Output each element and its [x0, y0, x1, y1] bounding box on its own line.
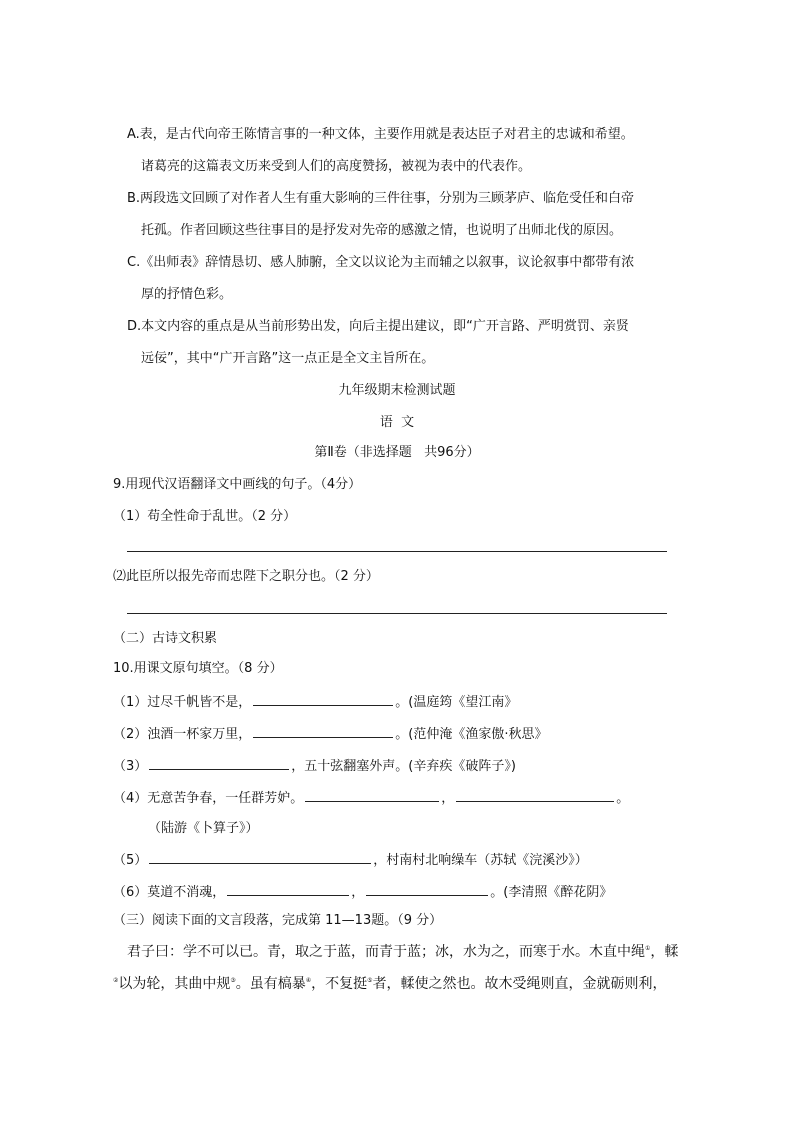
q10-item-6-blank-1[interactable] [227, 883, 349, 896]
subject-title: 语 文 [379, 415, 415, 430]
passage-1a: 君子曰：学不可以已。青，取之于蓝，而青于蓝；冰，水为之，而寒于水。木直中绳 [127, 944, 645, 960]
option-d-line2: 远佞”，其中“广开言路”这一点正是全文主旨所在。 [141, 351, 435, 366]
option-c-line1: C.《出师表》辞情恳切、感人肺腑，全文以议论为主而辅之以叙事，议论叙事中都带有浓 [127, 255, 635, 270]
note-3: ③ [230, 977, 236, 984]
q10-item-4-comma: ， [441, 791, 455, 806]
q10-item-2-prefix: （2）浊酒一杯家万里， [113, 727, 252, 742]
option-c-line2: 厚的抒情色彩。 [141, 287, 233, 302]
q10-title: 10.用课文原句填空。（8 分） [113, 661, 283, 676]
q10-item-6-suffix: 。(李清照《醉花阴》 [490, 885, 613, 900]
passage-2a: 以为轮，其曲中规 [118, 976, 231, 992]
passage-2c: ，不复挺 [311, 976, 368, 992]
note-2: ② [113, 977, 119, 984]
note-5: ⑤ [367, 977, 373, 984]
q10-item-4-suffix: 。 [616, 791, 630, 806]
q10-item-6 [113, 883, 612, 901]
passage-2b: 。虽有槁暴 [235, 976, 306, 992]
q10-item-4-source: （陆游《卜算子》） [148, 821, 259, 836]
option-b-line2: 托孤。作者回顾这些往事目的是抒发对先帝的感激之情，也说明了出师北伐的原因。 [141, 223, 623, 238]
q10-item-1-suffix: 。(温庭筠《望江南》 [395, 695, 518, 710]
passage-1b: ，輮 [650, 944, 679, 960]
q10-item-6-blank-2[interactable] [366, 883, 488, 896]
note-4: ④ [305, 977, 312, 984]
passage-2d: 者，輮使之然也。故木受绳则直，金就砺则利， [372, 976, 667, 992]
note-1: ① [645, 945, 651, 952]
answer-line-2[interactable] [127, 613, 667, 614]
q10-item-1 [113, 693, 517, 711]
q9-sentence-2: ⑵此臣所以报先帝而忠陛下之职分也。（2 分） [113, 569, 379, 584]
passage-line-2 [113, 976, 667, 992]
q10-item-5-blank[interactable] [149, 851, 371, 864]
section-2-title: （二）古诗文积累 [113, 631, 218, 646]
q10-item-2 [113, 725, 548, 743]
q10-item-5-suffix: ，村南村北响缲车（苏轼《浣溪沙》） [373, 853, 588, 868]
option-a-line2: 诸葛亮的这篇表文历来受到人们的高度赞扬，被视为表中的代表作。 [141, 159, 532, 174]
section-3-title: （三）阅读下面的文言段落，完成第 11—13题。（9 分） [113, 913, 443, 928]
q10-item-6-prefix: （6）莫道不消魂， [113, 885, 226, 900]
option-b-line1: B.两段选文回顾了对作者人生有重大影响的三件往事，分别为三顾茅庐、临危受任和白帝 [127, 191, 635, 206]
q10-item-2-suffix: 。(范仲淹《渔家傲·秋思》 [395, 727, 548, 742]
q10-item-3-blank[interactable] [149, 757, 289, 770]
q10-item-4-blank-1[interactable] [305, 789, 439, 802]
option-a-line1: A.表，是古代向帝王陈情言事的一种文体，主要作用就是表达臣子对君主的忠诚和希望。 [127, 127, 634, 142]
q9-title: 9.用现代汉语翻译文中画线的句子。（4分） [113, 477, 362, 492]
passage-line-1 [127, 944, 678, 960]
q10-item-2-blank[interactable] [253, 725, 393, 738]
q10-item-3-suffix: ，五十弦翻塞外声。(辛弃疾《破阵子》) [291, 759, 516, 774]
q9-sentence-1: （1）苟全性命于乱世。（2 分） [113, 509, 297, 524]
q10-item-4-blank-2[interactable] [456, 789, 614, 802]
answer-line-1[interactable] [127, 551, 667, 552]
q10-item-3 [113, 757, 516, 775]
volume-title: 第Ⅱ卷（非选择题 共96分） [314, 445, 480, 460]
q10-item-1-blank[interactable] [253, 693, 393, 706]
q10-item-1-prefix: （1）过尽千帆皆不是， [113, 695, 252, 710]
exam-title: 九年级期末检测试题 [338, 383, 456, 398]
option-d-line1: D.本文内容的重点是从当前形势出发，向后主提出建议，即“广开言路、严明赏罚、亲贤 [127, 319, 629, 334]
q10-item-4-prefix: （4）无意苦争春，一任群芳妒。 [113, 791, 304, 806]
q10-item-6-comma: ， [351, 885, 365, 900]
q10-item-5-prefix: （5） [113, 853, 148, 868]
q10-item-5 [113, 851, 588, 869]
q10-item-4 [113, 789, 629, 807]
q10-item-3-prefix: （3） [113, 759, 148, 774]
